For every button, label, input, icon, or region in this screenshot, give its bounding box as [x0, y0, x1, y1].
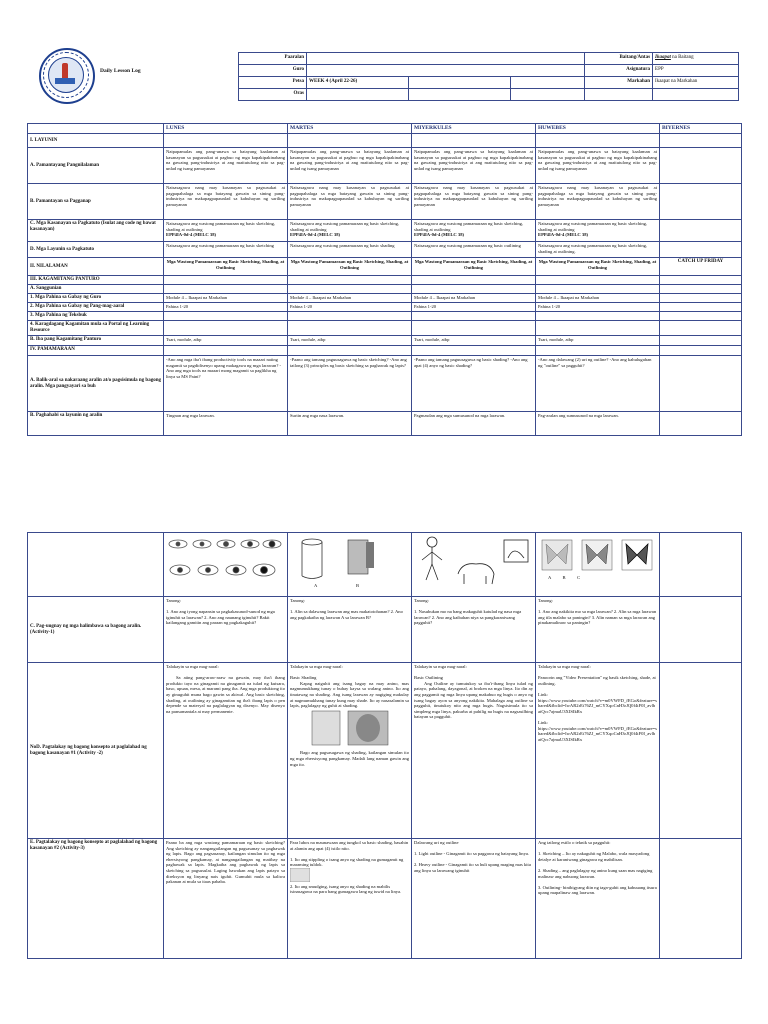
cylinder-image: A B — [288, 533, 412, 597]
paaralan-value[interactable] — [307, 53, 585, 65]
paganap-lunes: Naisasagawa nang may kasanayan sa pagsusukat at pagpapahalaga sa mga batayang gawain sa sining pang-industriya na makapagpapaunlad sa kabuhayan ng sariling pamayanan — [164, 184, 288, 220]
petsa-label: Petsa — [239, 77, 307, 89]
paganap-label: B. Pamantayan sa Pagganap — [28, 184, 164, 220]
lesson-table-top: LUNES MARTES MIYERKULES HUWEBES BIYERNES I. LAYUNIN A. Pamantayang Pangnilalaman Naipapamalas ang pang-unawa sa batayang kaalaman at kasanayan sa pagsusukat at pagbuo ng mga kapakipakinabang na gawaing pang-industriya at ang maitutulong nito sa pag-unlad ng isang pamayanan Naipapamalas ang pang-unawa sa batayang kaalaman at kasanayan sa pagsusukat at pagbuo ng mga kapakipakinabang na gawaing pang-industriya at ang maitutulong nito sa pag-unlad ng isang pamayanan Naipapamalas ang pang-unawa sa batayang kaalaman at kasanayan sa pagsusukat at pagbuo ng mga kapakipakinabang na gawaing pang-industriya at ang maitutulong nito sa pag-unlad ng isang pamayanan Naipapamalas ang pang-unawa sa batayang kaalaman at kasanayan sa pagsusukat at pagbuo ng mga kapakipakinabang na gawaing pang-industriya at ang maitutulong nito sa pag-unlad ng isang pamayanan B. Pamantayan sa Pagganap Naisasagawa nang may kasanayan sa pagsusukat at pagpapahalaga sa mga batayang gawain sa sining pang-industriya na makapagpapaunlad sa kabuhayan ng sariling pamayanan Naisasagawa nang may kasanayan sa pagsusukat at pagpapahalaga sa mga batayang gawain sa sining pang-industriya na makapagpapaunlad sa kabuhayan ng sariling pamayanan Naisasagawa nang may kasanayan sa pagsusukat at pagpapahalaga sa mga batayang gawain sa sining pang-industriya na makapagpapaunlad sa kabuhayan ng sariling pamayanan Naisasagawa nang may kasanayan sa pagsusukat at pagpapahalaga sa mga batayang gawain sa sining pang-industriya na makapagpapaunlad sa kabuhayan ng sariling pamayanan C. Mga Kasanayan sa Pagkatuto (Isulat ang code ng bawat kasanayan) Naisasagawa ang wastong pamamaraan ng basic sketching, shading at outlining EPP4IA-0d-4 (MELC 38) Naisasagawa ang wastong pamamaraan ng basic sketching, shading at outlining EPP4IA-0d-4 (MELC 38) Naisasagawa ang wastong pamamaraan ng basic sketching, shading at outlining EPP4IA-0d-4 (MELC 38) Naisasagawa ang wastong pamamaraan ng basic sketching, shading at outlining EPP4IA-0d-4 (MELC 38) D. Mga Layunin sa Pagkatuto Naisasagawa ang wastong pamamaraan ng basic sketching Naisasagawa ang wastong pamamaraan ng basic shading Naisasagawa ang wastong pamamaraan ng basic outlining Naisasagawa ang wastong pamamaraan ng basic sketching, shading at outlining. II. NILALAMAN Mga Wastong Pamamaraan ng Basic Sketching, Shading, at Outlining Mga Wastong Pamamaraan ng Basic Sketching, Shading, at Outlining Mga Wastong Pamamaraan ng Basic Sketching, Shading, at Outlining Mga Wastong Pamamaraan ng Basic Sketching, Shading, at Outlining CATCH UP FRIDAY III. KAGAMITANG PANTURO A. Sanggunian 1. Mga Pahina sa Gabay ng Guro Module 4 – Ikaapat na Markahan Module 4 – Ikaapat na Markahan Module 4 – Ikaapat na Markahan Module 4 – Ikaapat na Markahan 2. Mga Pahina sa Gabay ng Pang-mag-aaral Pahina 1-20 Pahina 1-20 Pahina 1-20 Pahina 1-20 3. Mga Pahina ng Teksbuk 4. Karagdagang Kagamitan mula sa Portal ng Learning Resource B. Iba pang Kagamitang Panturo Tsart, module, atbp Tsart, module, atbp Tsart, module, atbp Tsart, module, atbp IV. PAMAMARAAN A. Balik-aral sa nakaraang aralin at/o pagsisimula ng bagong aralin. Mga pangyayari sa buh -Ano ang mga iba't ibang productivity tools na maaari nating magamit sa pagdidisenyo upang makagawa ng mga larawan? -Ano ang mga tools na maaari mong magamit sa paglikha ng linya sa MS Paint? -Paano ang tamang paguusaguwa ng basic sketching? -Ano ang tatlong (3) principles ng basic sketching sa paghawak ng lapis? -Paano ang tamang paguusaguwa ng basic shading? -Ano ang apat (4) anyo ng basic shading? -Ano ang dalawang (2) uri ng outline? -Ano ang kahulugahan ng "outline" sa pagguhit? B. Paghahabi sa layunin ng aralin Tingnan ang mga larawan. Suriin ang mga nasa larawan. Pagmasdan ang mga sumusunod na mga larawan. Pag-aralan ang sumusunod na mga larawan. — [27, 123, 742, 436]
paganap-miyerkules: Naisasagawa nang may kasanayan sa pagsusukat at pagpapahalaga sa mga batayang gawain sa sining pang-industriya na makapagpapaunlad sa kabuhayan ng sariling pamayanan — [412, 184, 536, 220]
video-link[interactable]: https://www.youtube.com/watch?v=m0VWFD_fEGo&feature=shared&fbclid=IwAR2rEi76ZJ_mCYXqoCnH3rJQ0f4tF0I_avlbatQcc7ajmaU3XISIkRx — [538, 697, 657, 714]
deped-seal-icon — [39, 48, 95, 104]
guro-label: Guro — [239, 65, 307, 77]
header-table — [238, 52, 739, 101]
paganap-martes: Naisasagawa nang may kasanayan sa pagsusukat at pagpapahalaga sa mga batayang gawain sa sining pang-industriya na makapagpapaunlad sa kabuhayan ng sariling pamayanan — [288, 184, 412, 220]
pag-uugnay-label: C. Pag-uugnay ng mga halimbawa sa bagong aralin. (Activity-1) — [28, 597, 164, 663]
baitang-label: Baitang/Antas — [585, 53, 653, 65]
outline-drawing-image — [412, 533, 536, 597]
day-martes: MARTES — [288, 124, 412, 134]
balik-aral-label: A. Balik-aral sa nakaraang aralin at/o pagsisimula ng bagong aralin. Mga pangyayari sa buh — [28, 356, 164, 412]
butterfly-image: A B C — [536, 533, 660, 597]
document-title: Daily Lesson Log — [100, 68, 141, 74]
stippling-sample-image — [290, 868, 310, 882]
layunin-d-label: D. Mga Layunin sa Pagkatuto — [28, 242, 164, 258]
kasanayan-label: C. Mga Kasanayan sa Pagkatuto (Isulat ang code ng bawat kasanayan) — [28, 220, 164, 242]
markahan-value: Ikaapat na Markahan — [653, 77, 739, 89]
catch-up-friday: CATCH UP FRIDAY — [660, 258, 742, 276]
pamantayang-huwebes: Naipapamalas ang pang-unawa sa batayang kaalaman at kasanayan sa pagsusukat at pagbuo ng mga kapakipakinabang na gawaing pang-industriya at ang maitutulong nito sa pag-unlad ng isang pamayanan — [536, 148, 660, 184]
lesson-table-bottom: A B A B C C. Pag-uugnay ng mga halimbawa sa bagong aralin. (Activity-1) Tanong: 1. Ano ang iyong napansin sa pagkakasunod-sunod ng mga iginuhit sa larawan? 2. Ano ang naunang iginuhit? Bakit kailangang gamitin ang paraan ng pagkakaguhit? Tanong: 1. Alin sa dalawang larawan ang mas makatotohanan? 2. Ano ang pagkakaiba ng larawan A sa larawan B? Tanong: 1. Nasubukan mo na bang makaguhit katulad ng nasa mga larawan? 2. Ano ang kaibahan niya sa pangkaraniwang pagguhit? Tanong: 1. Ano ang nakikita mo sa mga larawan? 2. Alin sa mga larawan ang tila malabo sa paningin? 3. Alin naman sa mga larawan ang pinakamalinaw sa paningin? NoD. Pagtalakay ng bagong konsepto at paglalahad ng bagong kasanayan #1 (Activity -2) Talakayin sa mga mag-aaral: Sa ating pang-araw-araw na gawain, may iba't ibang produkto tayo na ginagamit na ginagamit na tulad ng kutsara, baso, upuan, mesa, at marami pang iba. Ang mga produktong ito ay ginuguhit muna bago gawin sa aktwal. Ang basic sketching, shading, at outlining ay ginagamitan ng iba't ibang lapis o pen depende sa materyal na paglalagyan ng disenyo. May disenyo na pansamantala at may permanente. Talakayin sa mga mag-aaral: Basic Shading Kapag naiguhit ang isang bagay na may anino, mas nagmumukhang tunay o buhay kaysa sa walang anino. Ito ang tinatawag na shading. Ang isang larawan ay nagiging makulay at nagmumukhang tunay kung may shade. Ito ay nasasalamin sa lapis, paglalagay ng guhit at shading. Bago ang pagsasagawa ng shading, kailangan simulan ito ng mga ehersisyong pangkamay. Madali lang naman gawin ang mga ito. Talakayin sa mga mag-aaral: Basic Outlining Ang Outline ay tumutukoy sa iba't-ibang linya tulad ng patayo, pahalang, dayagonal, at broken na mga linya. Ito din ay ang paggamit ng mga linya upang makabuo ng hugis o anyo ng isang bagay ayon sa anyong nakikita. Mahalaga ang outline sa pagguhit, tinutukoy nito ang mga hugis. Nagsisimula ito sa simpleng mga linya, pakurba at pahilig na hugis na nagsasilbing batayan sa pagguhit. Talakayin sa mga mag-aaral: Panoorin ang "Video Presentation" ng basik sketching, shade, at outlining. Link: https://www.youtube.com/watch?v=m0VWFD_fEGo&feature=shared&fbclid=IwAR2rEi76ZJ_mCYXqoCnH3rJQ0f4tF0I_avlbatQcc7ajmaU3XISIkRx Link: https://www.youtube.com/watch?v=m0VWFD_fEGo&feature=shared&fbclid=IwAR2rEi76ZJ_mCYXqoCnH3rJQ0f4tF0I_avlbatQcc7ajmaU3XISIkRx E. Pagtalakay ng bagong konsepto at paglalahad ng bagong kasanayan #2 (Activity-3) Paano ba ang mga wastong pamamaraan ng basic sketching? Ang sketching ay nangangailangan ng pagsasanay sa paghawak ng lapis. Bago ang pagsasanay, kailangan simulan ito ng mga ehersisyong pangkamay, at nangangailangan ng matibay na paghawak sa lapis. Magkaiba ang paghawak ng lapis sa sketching sa pagsusulat. Laging hawakan ang lapis patayo sa direksyon ng linyang nais iguhit. Gumuhit mula sa kaliwa pakanan at mula sa itaas pababa. Para lubos na maunawaan ang tungkol sa basic shading, basahin at alamin ang apat (4) istilo nito. 1. Ito ang stippling o isang anyo ng shading na gumagamit ng maraming tuldok. 2. Ito ang smudging, isang anyo ng shading na mabilis isinasagawa na para bang gumagawa lang ng tuwid na linya. Dalawang uri ng outline 1. Light outline - Ginagamit ito sa paggawa ng batayang linya. 2. Heavy outline - Ginagamit ito sa huli upang maging mas kita ang linya sa larawang iginuhit Ang tatlong estilo o teknik sa pagguhit: 1. Sketching – Ito ay nakaguhit ng Malabo, wala masyadong detalye at karaniwang ginagawa ng mabilisan. 2. Shading – ang paglalagay ng anino kung saan mas nagiging malinaw ang nabuong larawan. 3. Outlining- binibigyang diin ng taga-guhit ang kabuuang itsura upang mapalinaw ang larawan. — [27, 532, 742, 959]
eyes-sketch-image — [164, 533, 288, 597]
nilalaman-label: II. NILALAMAN — [28, 258, 164, 276]
layunin-heading: I. LAYUNIN — [28, 134, 164, 148]
asignatura-value: EPP — [653, 65, 739, 77]
day-huwebes: HUWEBES — [536, 124, 660, 134]
pamantayang-martes: Naipapamalas ang pang-unawa sa batayang kaalaman at kasanayan sa pagsusukat at pagbuo ng mga kapakipakinabang na gawaing pang-industriya at ang maitutulong nito sa pag-unlad ng isang pamayanan — [288, 148, 412, 184]
konsepto2-label: E. Pagtalakay ng bagong konsepto at paglalahad ng bagong kasanayan #2 (Activity-3) — [28, 839, 164, 959]
day-miyerkules: MIYERKULES — [412, 124, 536, 134]
markahan-label: Markahan — [585, 77, 653, 89]
konsepto1-label: NoD. Pagtalakay ng bagong konsepto at paglalahad ng bagong kasanayan #1 (Activity -2) — [28, 663, 164, 839]
paaralan-label: Paaralan — [239, 53, 307, 65]
guro-value[interactable] — [307, 65, 585, 77]
pamantayang-label: A. Pamantayang Pangnilalaman — [28, 148, 164, 184]
oras-label: Oras — [239, 89, 307, 101]
day-biyernes: BIYERNES — [660, 124, 742, 134]
day-lunes: LUNES — [164, 124, 288, 134]
baitang-value: Ikaapat na Baitang — [653, 53, 739, 65]
video-link-2[interactable]: https://www.youtube.com/watch?v=m0VWFD_fEGo&feature=shared&fbclid=IwAR2rEi76ZJ_mCYXqoCnH3rJQ0f4tF0I_avlbatQcc7ajmaU3XISIkRx — [538, 725, 657, 742]
shading-sample-image — [290, 709, 408, 749]
asignatura-label: Asignatura — [585, 65, 653, 77]
paghahabi-label: B. Paghahabi sa layunin ng aralin — [28, 412, 164, 436]
pamantayang-lunes: Naipapamalas ang pang-unawa sa batayang kaalaman at kasanayan sa pagsusukat at pagbuo ng mga kapakipakinabang na gawaing pang-industriya at ang maitutulong nito sa pag-unlad ng isang pamayanan — [164, 148, 288, 184]
paganap-huwebes: Naisasagawa nang may kasanayan sa pagsusukat at pagpapahalaga sa mga batayang gawain sa sining pang-industriya na makapagpapaunlad sa kabuhayan ng sariling pamayanan — [536, 184, 660, 220]
petsa-value: WEEK 4 (April 22-26) — [307, 77, 409, 89]
pamantayang-miyerkules: Naipapamalas ang pang-unawa sa batayang kaalaman at kasanayan sa pagsusukat at pagbuo ng mga kapakipakinabang na gawaing pang-industriya at ang maitutulong nito sa pag-unlad ng isang pamayanan — [412, 148, 536, 184]
